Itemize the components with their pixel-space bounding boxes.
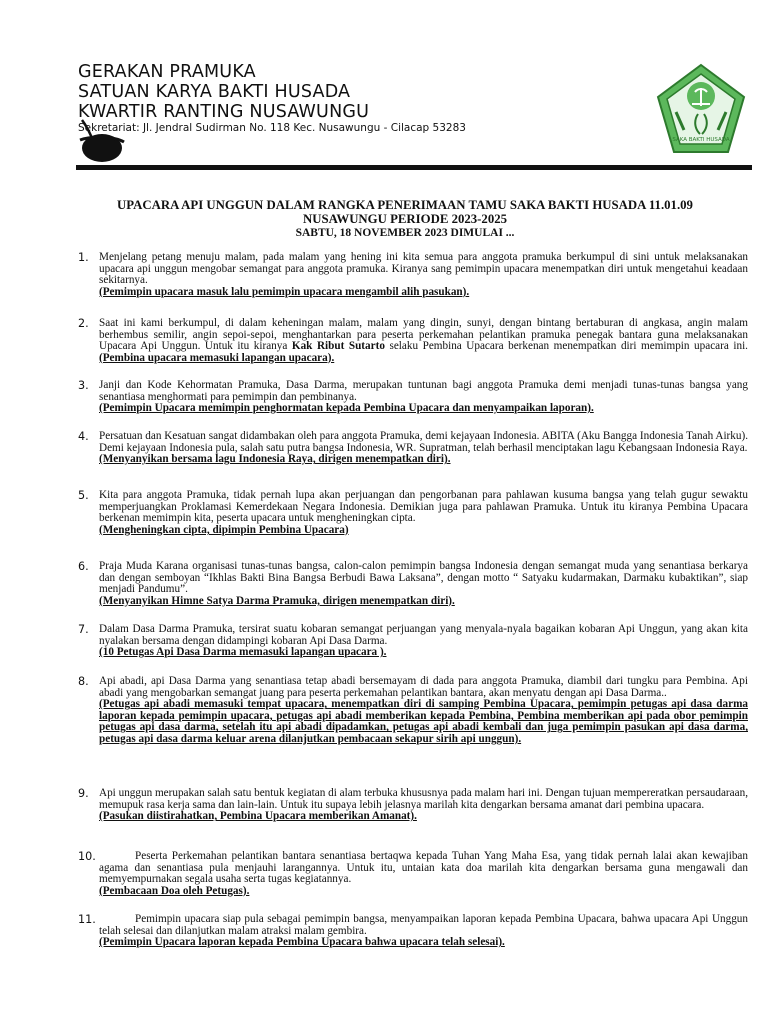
item-instruction: (Menyanyikan Himne Satya Darma Pramuka, dirigen menempatkan diri). <box>99 594 455 607</box>
item-text: Peserta Perkemahan pelantikan bantara senantiasa bertaqwa kepada Tuhan Yang Maha Esa, yang tidak pernah lalai akan kewajiban agama dan senantiasa pula menjauhi larangannya. Untuk itu, untaian kata doa marilah kita dengarkan bersama guna mengawali dan memyempurnakan segala usaha serta tugas kegiatannya. <box>99 850 748 886</box>
item-instruction: (Pembacaan Doa oleh Petugas). <box>99 884 250 897</box>
item-instruction: (Pembina upacara memasuki lapangan upacara). <box>99 351 335 364</box>
item-instruction: (Pemimpin Upacara laporan kepada Pembina Upacara bahwa upacara telah selesai). <box>99 936 505 949</box>
organization-name <box>78 62 369 122</box>
item-instruction: (Pasukan diistirahatkan, Pembina Upacara memberikan Amanat). <box>99 810 417 823</box>
item-instruction: (Pemimpin Upacara memimpin penghormatan kepada Pembina Upacara dan menyampaikan laporan). <box>99 402 594 415</box>
saka-bakti-husada-logo-icon <box>654 62 748 156</box>
item-number: 10. <box>78 850 96 863</box>
list-item <box>78 676 748 746</box>
item-text: Pemimpin upacara siap pula sebagai pemimpin bangsa, menyampaikan laporan kepada Pembina Upacara, bahwa upacara Api Unggun telah selesai dan dilanjutkan malam atraksi malam gembira. <box>99 913 748 937</box>
header-divider <box>76 165 752 170</box>
org-line-3: KWARTIR RANTING NUSAWUNGU <box>78 102 370 122</box>
item-text: Menjelang petang menuju malam, pada malam yang hening ini kita semua para anggota pramuka berkumpul di sini untuk melaksanakan upacara api unggun mengobar semangat para anggota pramuka. Kiranya sang pemimpin upacara menempatkan diri untuk mengetahui keadaan sekitarnya. <box>99 251 748 287</box>
list-item <box>78 914 748 949</box>
list-item <box>78 380 748 415</box>
list-item <box>78 788 748 823</box>
item-instruction: (Mengheningkan cipta, dipimpin Pembina Upacara) <box>99 523 349 536</box>
item-number: 11. <box>78 913 96 926</box>
list-item <box>78 252 748 298</box>
item-text: Janji dan Kode Kehormatan Pramuka, Dasa Darma, merupakan tuntunan bagi anggota Pramuka demi menjadi tunas-tunas bangsa yang senantiasa menghormati para pemimpin dan pembinanya. <box>99 379 748 403</box>
item-number: 9. <box>78 787 89 800</box>
org-line-2: SATUAN KARYA BAKTI HUSADA <box>78 82 351 102</box>
item-instruction: (Petugas api abadi memasuki tempat upacara, menempatkan diri di samping Pembina Upacara, pemimpin petugas api dasa darma laporan kepada pemimpin upacara, petugas api abadi memberikan kepada Pembina, Pembina memberikan api pada obor pemimpin petugas api dasa darma, setelah itu api abadi dipadamkan, petugas api abadi kembali dan juga pemimpin pasukan api dasa darma, petugas api dasa darma keluar arena dilanjutkan pembacaan sekapur sirih api unggun). <box>99 698 748 745</box>
item-text: Kita para anggota Pramuka, tidak pernah lupa akan perjuangan dan pengorbanan para pahlawan kusuma bangsa yang telah gugur sewaktu memperjuangkan Proklamasi Kemerdekaan Negara Indonesia. Demikian juga para pahlawan Pramuka. Untuk itu kiranya Pembina Upacara berkenan memimpin kita, peserta upacara untuk mengheningkan cipta. <box>99 489 748 525</box>
item-instruction: (Pemimpin upacara masuk lalu pemimpin upacara mengambil alih pasukan). <box>99 285 470 298</box>
list-item <box>78 490 748 536</box>
title-line-2: NUSAWUNGU PERIODE 2023-2025 <box>302 212 508 226</box>
title-line-3: SABTU, 18 NOVEMBER 2023 DIMULAI ... <box>295 227 515 239</box>
item-text: Dalam Dasa Darma Pramuka, tersirat suatu kobaran semangat perjuangan yang menyala-nyala bagaikan kobaran Api Unggun, yang akan kita nyalakan bersama dengan didampingi kobaran Api Dasa Darma. <box>99 623 748 647</box>
logo-text: SAKA BAKTI HUSADA <box>672 137 730 143</box>
list-item <box>78 431 748 466</box>
secretariat-address: Sekretariat: Jl. Jendral Sudirman No. 118 Kec. Nusawungu - Cilacap 53283 <box>78 122 466 134</box>
title-line-1: UPACARA API UNGGUN DALAM RANGKA PENERIMAAN TAMU SAKA BAKTI HUSADA 11.01.09 <box>117 198 693 212</box>
item-text: Praja Muda Karana organisasi tunas-tunas bangsa, calon-calon pemimpin bangsa Indonesia dengan semangat muda yang senantiasa berkarya dan dengan semboyan “Ikhlas Bakti Bina Bangsa Berbudi Bawa Laksana”, dengan motto “ Satyaku kudarmakan, Darmaku kubaktikan”, siap menjadi Pandumu”. <box>99 560 748 596</box>
list-item <box>78 851 748 897</box>
item-instruction: (10 Petugas Api Dasa Darma memasuki lapangan upacara ). <box>99 646 387 659</box>
item-text: selaku Pembina Upacara berkenan menempatkan diri memimpin upacara ini. <box>384 340 748 353</box>
item-text: Api unggun merupakan salah satu bentuk kegiatan di alam terbuka khususnya pada malam hari ini. Dengan tujuan mempereratkan persaudaraan, memupuk rasa kerja sama dan lain-lain. Untuk itu supaya lebih jelasnya marilah kita dengarkan bersama amanat dari pembina upacara. <box>99 787 748 811</box>
item-number: 7. <box>78 623 89 636</box>
org-line-1: GERAKAN PRAMUKA <box>78 62 256 82</box>
item-number: 2. <box>78 317 89 330</box>
item-text: Persatuan dan Kesatuan sangat didambakan oleh para anggota Pramuka, demi kejayaan Indonesia. ABITA (Aku Bangga Indonesia Tanah Airku). Demi kejayaan Indonesia pula, salah satu putra bangsa Indonesia, WR. Supratman, telah berhasil menciptakan lagu Kebangsaan Indonesia Raya. <box>99 430 748 454</box>
document-title <box>60 198 750 240</box>
item-number: 4. <box>78 430 89 443</box>
item-number: 1. <box>78 251 89 264</box>
item-number: 8. <box>78 675 89 688</box>
list-item <box>78 561 748 607</box>
item-text: Api abadi, api Dasa Darma yang senantiasa tetap abadi bersemayam di dada para anggota Pramuka, diambil dari tungku para Pembina. Api abadi yang mengobarkan semangat juang para peserta perkemahan pelantikan bantara, akan menyatu dengan api Dasa Darma.. <box>99 675 748 699</box>
list-item <box>78 318 748 364</box>
item-number: 6. <box>78 560 89 573</box>
list-item <box>78 624 748 659</box>
item-instruction: (Menyanyikan bersama lagu Indonesia Raya, dirigen menempatkan diri). <box>99 453 451 466</box>
item-number: 5. <box>78 489 89 502</box>
pembina-name: Kak Ribut Sutarto <box>291 340 385 353</box>
item-text: Saat ini kami berkumpul, di dalam keheningan malam, malam yang dingin, sunyi, dengan bintang bertaburan di angkasa, angin malam berhembus semilir, angin sepoi-sepoi, menghantarkan para peserta perkemahan pelantikan pramuka penegak bantara guna melaksanakan Upacara Api Unggun. Untuk itu kiranya <box>99 317 748 353</box>
item-number: 3. <box>78 379 89 392</box>
